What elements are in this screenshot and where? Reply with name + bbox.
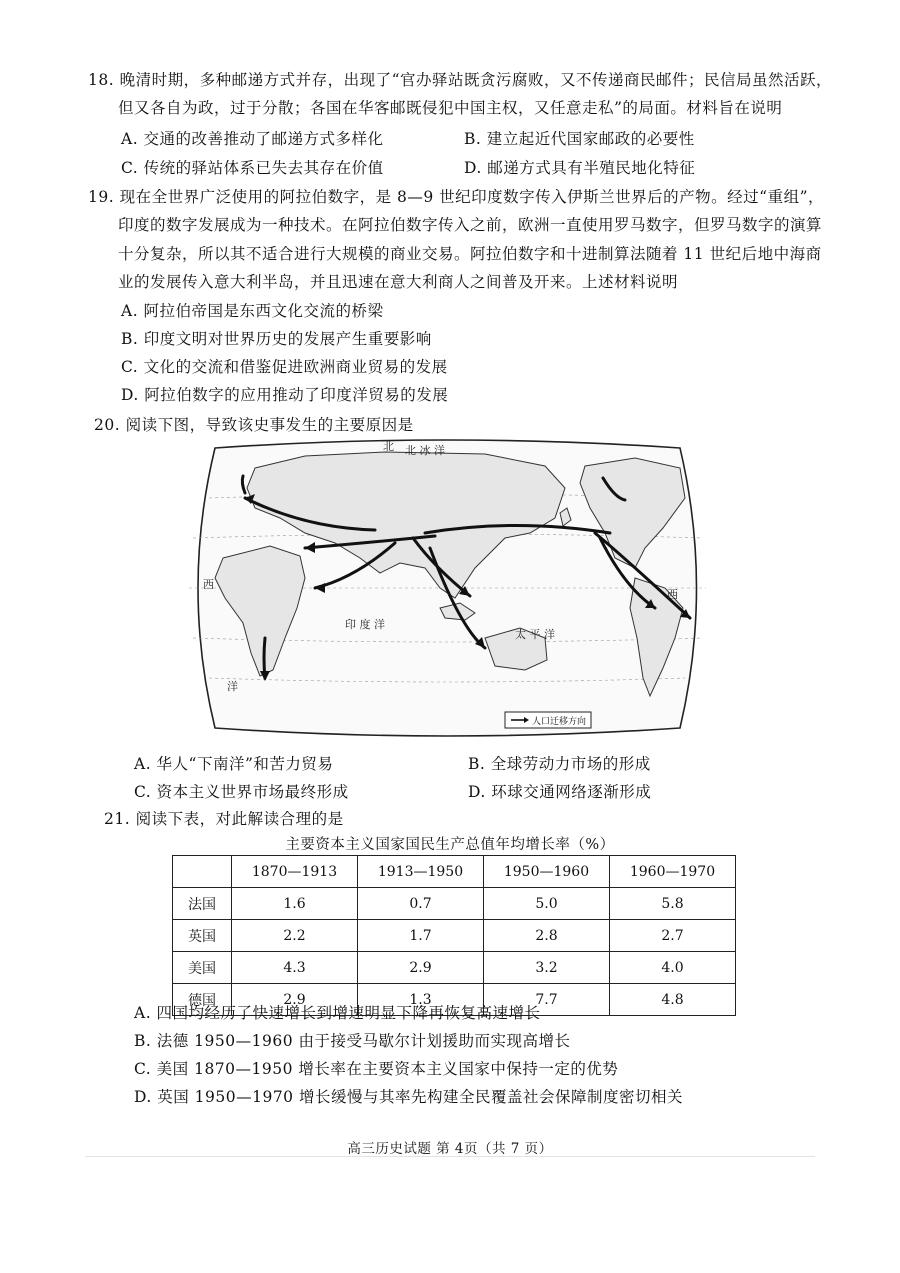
map-label-atlantic-west: 西 bbox=[667, 588, 678, 601]
table-cell: 5.0 bbox=[484, 888, 610, 920]
table-cell: 2.9 bbox=[232, 984, 358, 1016]
table-cell: 4.3 bbox=[232, 952, 358, 984]
table-header-cell: 1913—1950 bbox=[358, 856, 484, 888]
q20-option-a[interactable]: A. 华人“下南洋”和苦力贸易 bbox=[134, 755, 334, 773]
map-legend bbox=[505, 712, 591, 728]
footer-divider bbox=[85, 1156, 815, 1157]
table-cell: 3.2 bbox=[484, 952, 610, 984]
table-cell: 0.7 bbox=[358, 888, 484, 920]
table-row bbox=[173, 952, 736, 984]
map-label-north-ocean: 北 冰 洋 bbox=[405, 444, 445, 457]
table-cell: 4.0 bbox=[610, 952, 736, 984]
table-cell: 7.7 bbox=[484, 984, 610, 1016]
q20-option-d[interactable]: D. 环球交通网络逐渐形成 bbox=[468, 783, 652, 801]
table-header-cell: 1950—1960 bbox=[484, 856, 610, 888]
map-label-indian-ocean: 印 度 洋 bbox=[345, 618, 385, 631]
q19-stem-line2: 印度的数字发展成为一种技术。在阿拉伯数字传入之前，欧洲一直使用罗马数字，但罗马数字的演算 bbox=[118, 216, 823, 234]
q21-option-a[interactable]: A. 四国均经历了快速增长到增速明显下降再恢复高速增长 bbox=[134, 1004, 541, 1022]
q18-option-d[interactable]: D. 邮递方式具有半殖民地化特征 bbox=[464, 159, 696, 177]
map-label-xi: 西 bbox=[203, 578, 214, 591]
q18-option-b[interactable]: B. 建立起近代国家邮政的必要性 bbox=[464, 130, 695, 148]
table-row bbox=[173, 920, 736, 952]
table-header-cell: 1960—1970 bbox=[610, 856, 736, 888]
map-legend-label: 人口迁移方向 bbox=[532, 717, 587, 727]
table-header-corner bbox=[173, 856, 232, 888]
q19-stem-line4: 业的发展传入意大利半岛，并且迅速在意大利商人之间普及开来。上述材料说明 bbox=[118, 273, 679, 291]
q20-option-c[interactable]: C. 资本主义世界市场最终形成 bbox=[134, 783, 349, 801]
table-cell: 4.8 bbox=[610, 984, 736, 1016]
q19-option-d[interactable]: D. 阿拉伯数字的应用推动了印度洋贸易的发展 bbox=[121, 386, 449, 404]
table-row bbox=[173, 888, 736, 920]
q19-stem-line3: 十分复杂，所以其不适合进行大规模的商业交易。阿拉伯数字和十进制算法随着 11 世纪后地中海商 bbox=[118, 245, 822, 263]
q19-option-c[interactable]: C. 文化的交流和借鉴促进欧洲商业贸易的发展 bbox=[121, 358, 448, 376]
map-label-pacific: 太 平 洋 bbox=[515, 628, 555, 641]
q21-stem: 21. 阅读下表，对此解读合理的是 bbox=[104, 810, 344, 828]
row-header-britain: 英国 bbox=[173, 920, 232, 952]
q19-option-b[interactable]: B. 印度文明对世界历史的发展产生重要影响 bbox=[121, 330, 432, 348]
table-title: 主要资本主义国家国民生产总值年均增长率（%） bbox=[285, 837, 615, 853]
q18-option-a[interactable]: A. 交通的改善推动了邮递方式多样化 bbox=[121, 130, 384, 148]
q18-stem-line2: 但又各自为政，过于分散；各国在华客邮既侵犯中国主权，又任意走私”的局面。材料旨在说明 bbox=[118, 99, 783, 117]
table-cell: 2.9 bbox=[358, 952, 484, 984]
table-cell: 1.6 bbox=[232, 888, 358, 920]
q19-stem-line1: 19. 现在全世界广泛使用的阿拉伯数字，是 8—9 世纪印度数字传入伊斯兰世界后的产物。经过“重组”， bbox=[88, 188, 825, 206]
row-header-usa: 美国 bbox=[173, 952, 232, 984]
table-header-cell: 1870—1913 bbox=[232, 856, 358, 888]
table-cell: 1.7 bbox=[358, 920, 484, 952]
q20-option-b[interactable]: B. 全球劳动力市场的形成 bbox=[468, 755, 651, 773]
row-header-france: 法国 bbox=[173, 888, 232, 920]
q19-option-a[interactable]: A. 阿拉伯帝国是东西文化交流的桥梁 bbox=[121, 302, 384, 320]
q18-stem-line1: 18. 晚清时期，多种邮递方式并存，出现了“官办驿站既贪污腐败，又不传递商民邮件；民信局虽然活跃， bbox=[88, 71, 833, 89]
table-cell: 5.8 bbox=[610, 888, 736, 920]
q21-option-d[interactable]: D. 英国 1950—1970 增长缓慢与其率先构建全民覆盖社会保障制度密切相关 bbox=[134, 1088, 683, 1106]
map-label-bei: 北 bbox=[383, 440, 394, 453]
row-header-germany: 德国 bbox=[173, 984, 232, 1016]
table-header-row bbox=[173, 856, 736, 888]
table-cell: 1.3 bbox=[358, 984, 484, 1016]
q20-stem: 20. 阅读下图，导致该史事发生的主要原因是 bbox=[94, 416, 414, 434]
page-footer: 高三历史试题 第 4页（共 7 页） bbox=[347, 1141, 553, 1157]
table-cell: 2.2 bbox=[232, 920, 358, 952]
q21-option-c[interactable]: C. 美国 1870—1950 增长率在主要资本主义国家中保持一定的优势 bbox=[134, 1060, 619, 1078]
world-migration-map bbox=[185, 438, 710, 738]
table-cell: 2.8 bbox=[484, 920, 610, 952]
gdp-growth-table bbox=[172, 855, 736, 1016]
q21-option-b[interactable]: B. 法德 1950—1960 由于接受马歇尔计划援助而实现高增长 bbox=[134, 1032, 571, 1050]
map-label-yang: 洋 bbox=[227, 680, 238, 693]
table-cell: 2.7 bbox=[610, 920, 736, 952]
q18-option-c[interactable]: C. 传统的驿站体系已失去其存在价值 bbox=[121, 159, 384, 177]
